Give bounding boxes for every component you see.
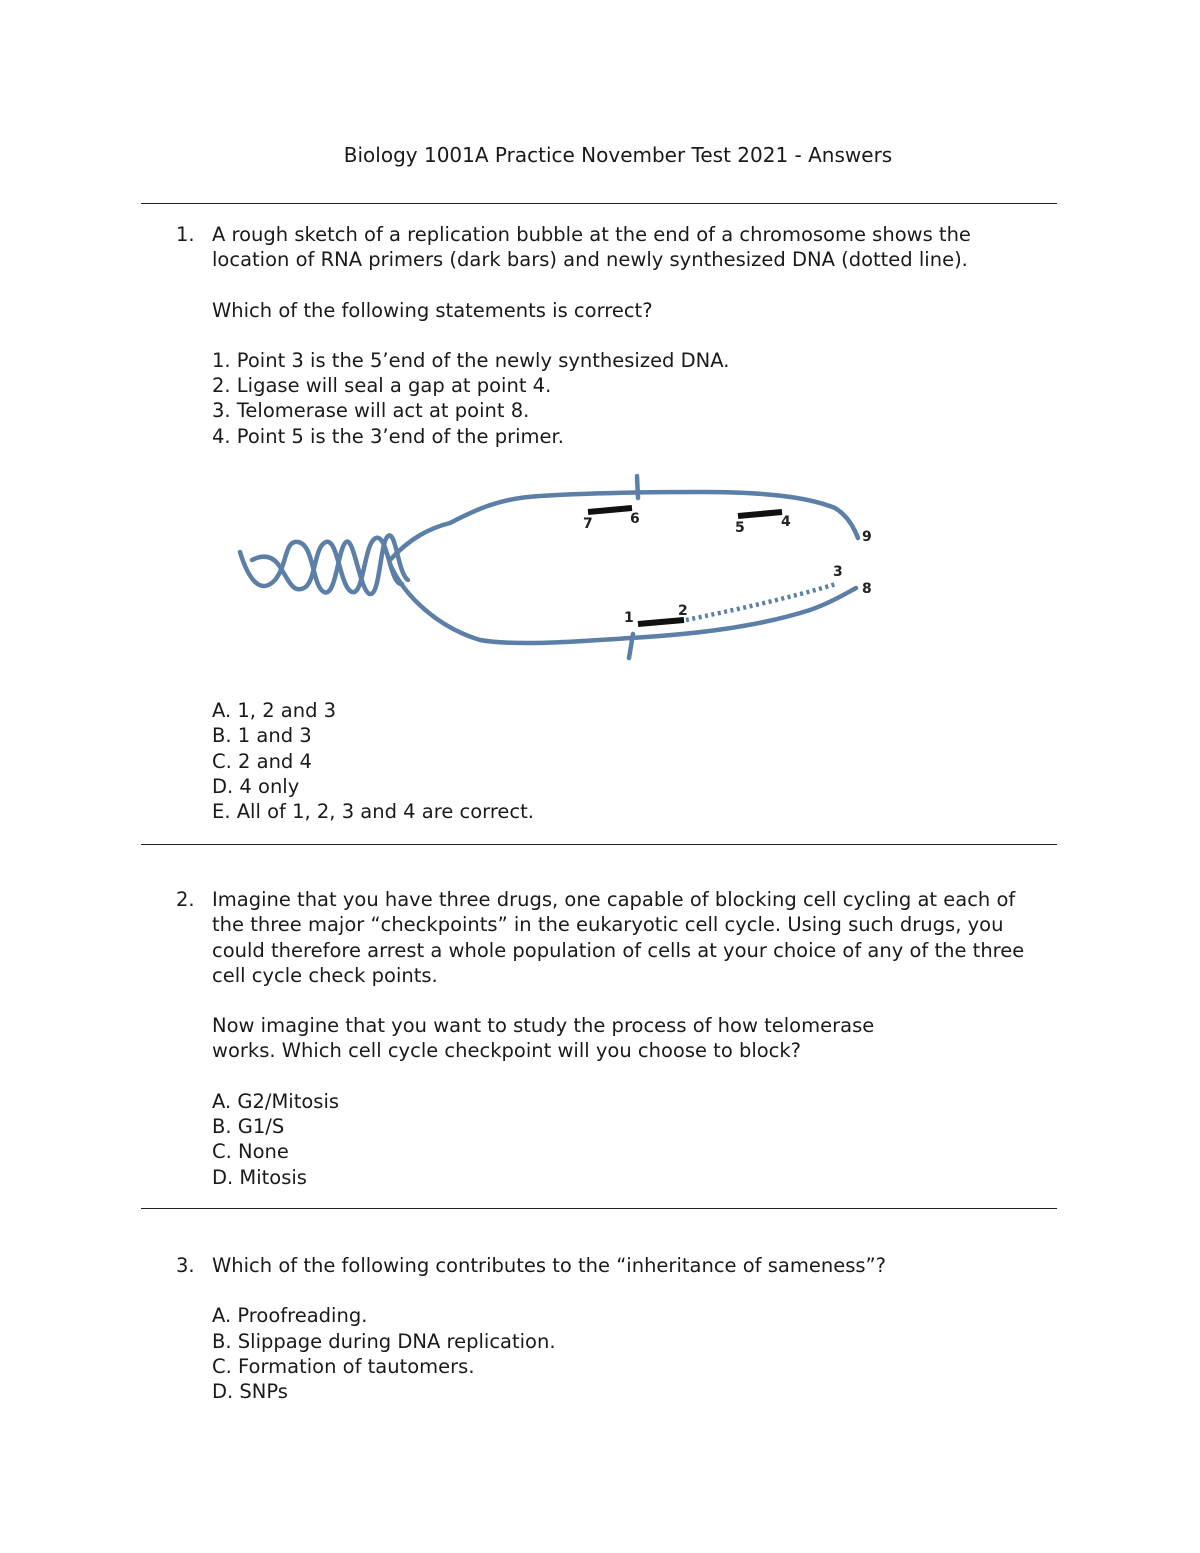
point-label-3: 3 bbox=[833, 564, 843, 580]
question-body bbox=[212, 1253, 1042, 1404]
option-item: B. G1/S bbox=[212, 1115, 285, 1139]
divider bbox=[141, 1208, 1057, 1209]
option-item: D. Mitosis bbox=[212, 1165, 307, 1189]
question-number: 1. bbox=[176, 223, 195, 246]
divider bbox=[141, 844, 1057, 845]
point-label-4: 4 bbox=[781, 514, 791, 530]
option-item: B. Slippage during DNA replication. bbox=[212, 1329, 556, 1353]
question-text: Which of the following contributes to the “inheritance of sameness”? bbox=[212, 1254, 886, 1277]
option-item: E. All of 1, 2, 3 and 4 are correct. bbox=[212, 800, 534, 824]
origin-tick-top bbox=[637, 476, 638, 498]
option-item: C. 2 and 4 bbox=[212, 749, 312, 773]
divider bbox=[141, 203, 1057, 204]
question-body bbox=[212, 887, 1042, 1190]
option-item: D. SNPs bbox=[212, 1380, 288, 1404]
primer-bar-top-right bbox=[738, 512, 782, 516]
point-label-6: 6 bbox=[630, 511, 640, 527]
question-number: 3. bbox=[176, 1254, 195, 1277]
question-number: 2. bbox=[176, 888, 195, 911]
statement-item: 1. Point 3 is the 5’end of the newly synthesized DNA. bbox=[212, 348, 730, 372]
statement-list bbox=[212, 348, 1042, 449]
statement-item: 2. Ligase will seal a gap at point 4. bbox=[212, 374, 552, 398]
option-item: C. None bbox=[212, 1140, 289, 1164]
question-body bbox=[212, 222, 1042, 449]
question-text: Imagine that you have three drugs, one capable of blocking cell cycling at each of the three major “checkpoints” in the eukaryotic cell cycle. Using such drugs, you could therefore arrest a whole population of cells at your choice of any of the three cell cycle check points. bbox=[212, 888, 1025, 987]
question-prompt: Which of the following statements is correct? bbox=[212, 298, 653, 322]
statement-item: 3. Telomerase will act at point 8. bbox=[212, 399, 530, 423]
point-label-2: 2 bbox=[678, 603, 688, 619]
bottom-strand bbox=[390, 564, 856, 643]
primer-bar-top-left bbox=[588, 508, 632, 512]
option-item: A. G2/Mitosis bbox=[212, 1089, 340, 1113]
point-label-7: 7 bbox=[583, 516, 593, 532]
option-item: A. Proofreading. bbox=[212, 1304, 368, 1328]
option-item: C. Formation of tautomers. bbox=[212, 1354, 475, 1378]
question-text: A rough sketch of a replication bubble at the end of a chromosome shows the location of RNA primers (dark bars) and newly synthesized DNA (dotted line). bbox=[212, 223, 971, 272]
statement-item: 4. Point 5 is the 3’end of the primer. bbox=[212, 424, 564, 448]
option-list bbox=[212, 698, 1042, 824]
option-item: B. 1 and 3 bbox=[212, 724, 312, 748]
point-label-9: 9 bbox=[862, 529, 872, 545]
primer-bar-bottom bbox=[638, 620, 684, 624]
replication-bubble-diagram bbox=[230, 468, 910, 668]
option-item: D. 4 only bbox=[212, 774, 300, 798]
question-prompt: Now imagine that you want to study the process of how telomerase works. Which cell cycle checkpoint will you choose to block? bbox=[212, 1014, 875, 1063]
point-label-1: 1 bbox=[624, 610, 634, 626]
page-title: Biology 1001A Practice November Test 2021 - Answers bbox=[343, 143, 893, 167]
point-label-8: 8 bbox=[862, 581, 872, 597]
new-dna-dotted-line bbox=[686, 584, 836, 620]
option-item: A. 1, 2 and 3 bbox=[212, 699, 337, 722]
point-label-5: 5 bbox=[735, 520, 745, 536]
